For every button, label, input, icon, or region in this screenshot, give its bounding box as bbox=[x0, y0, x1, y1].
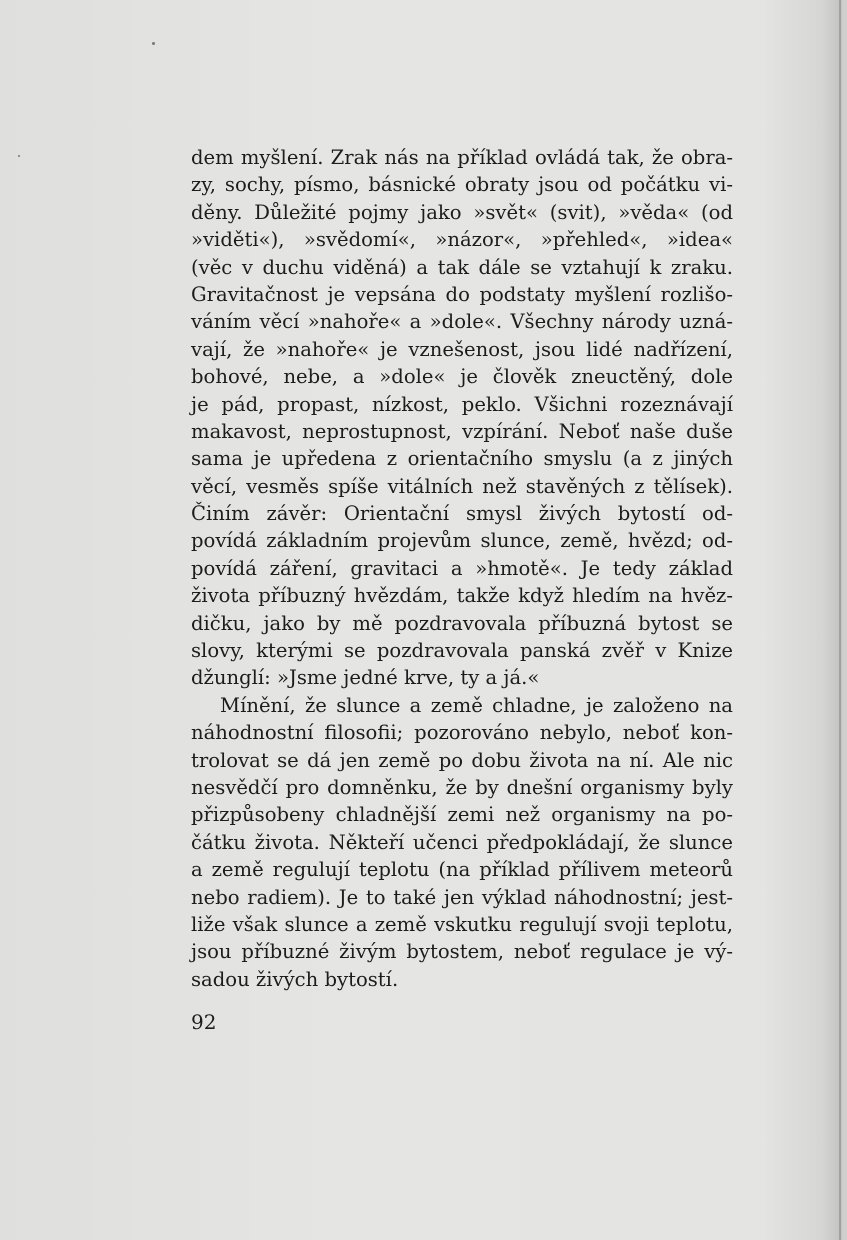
text-line: Mínění, že slunce a země chladne, je založeno na bbox=[220, 693, 733, 717]
text-line: je pád, propast, nízkost, peklo. Všichni rozeznávají bbox=[191, 392, 733, 416]
text-line: vají, že »nahoře« je vznešenost, jsou lidé nadřízení, bbox=[191, 337, 733, 361]
text-line: Gravitačnost je vepsána do podstaty myšlení rozlišo- bbox=[191, 282, 733, 306]
text-line: (věc v duchu viděná) a tak dále se vztahují k zraku. bbox=[191, 255, 733, 279]
text-line: makavost, neprostupnost, vzpírání. Neboť naše duše bbox=[191, 419, 733, 443]
text-line: slovy, kterými se pozdravovala panská zvěř v Knize bbox=[191, 639, 733, 663]
page-edge-line bbox=[839, 0, 841, 1240]
text-line: dičku, jako by mě pozdravovala příbuzná bytost se bbox=[191, 611, 733, 635]
text-line: života příbuzný hvězdám, takže když hledím na hvěz- bbox=[191, 584, 733, 608]
text-line: věcí, vesměs spíše vitálních než stavěných z tělísek). bbox=[191, 474, 733, 498]
text-line: váním věcí »nahoře« a »dole«. Všechny národy uzná- bbox=[191, 310, 733, 334]
text-line: povídá záření, gravitaci a »hmotě«. Je tedy základ bbox=[191, 556, 733, 580]
text-line: náhodnostní filosofii; pozorováno nebylo, neboť kon- bbox=[191, 721, 733, 745]
text-line: a země regulují teplotu (na příklad přílivem meteorů bbox=[191, 858, 733, 882]
text-line: nesvědčí pro domněnku, že by dnešní organismy byly bbox=[191, 775, 733, 799]
text-line: liže však slunce a země vskutku regulují svoji teplotu, bbox=[191, 912, 733, 936]
text-line: nebo radiem). Je to také jen výklad náhodnostní; jest- bbox=[191, 885, 733, 909]
body-text bbox=[191, 144, 733, 993]
paper-speck bbox=[18, 155, 20, 157]
text-line: jsou příbuzné živým bytostem, neboť regulace je vý- bbox=[191, 940, 733, 964]
text-line: Činím závěr: Orientační smysl živých bytostí od- bbox=[191, 502, 733, 526]
text-line: sama je upředena z orientačního smyslu (a z jiných bbox=[191, 447, 733, 471]
paper-speck bbox=[152, 42, 155, 45]
text-line: čátku života. Někteří učenci předpokládají, že slunce bbox=[191, 830, 733, 854]
text-line: džunglí: »Jsme jedné krve, ty a já.« bbox=[191, 666, 540, 690]
text-line: trolovat se dá jen země po dobu života na ní. Ale nic bbox=[191, 748, 733, 772]
text-line: přizpůsobeny chladnější zemi než organismy na po- bbox=[191, 803, 733, 827]
page-edge-shadow bbox=[842, 0, 847, 1240]
text-line: dem myšlení. Zrak nás na příklad ovládá tak, že obra- bbox=[191, 146, 733, 169]
text-line: děny. Důležité pojmy jako »svět« (svit), »věda« (od bbox=[191, 200, 733, 224]
text-line: »viděti«), »svědomí«, »názor«, »přehled«, »idea« bbox=[191, 228, 733, 252]
text-line: sadou živých bytostí. bbox=[191, 967, 399, 991]
text-line: bohové, nebe, a »dole« je člověk zneuctěný, dole bbox=[191, 365, 733, 389]
text-line: zy, sochy, písmo, básnické obraty jsou od počátku vi- bbox=[191, 173, 733, 197]
text-line: povídá základním projevům slunce, země, hvězd; od- bbox=[191, 529, 733, 553]
page-number: 92 bbox=[191, 1010, 217, 1034]
